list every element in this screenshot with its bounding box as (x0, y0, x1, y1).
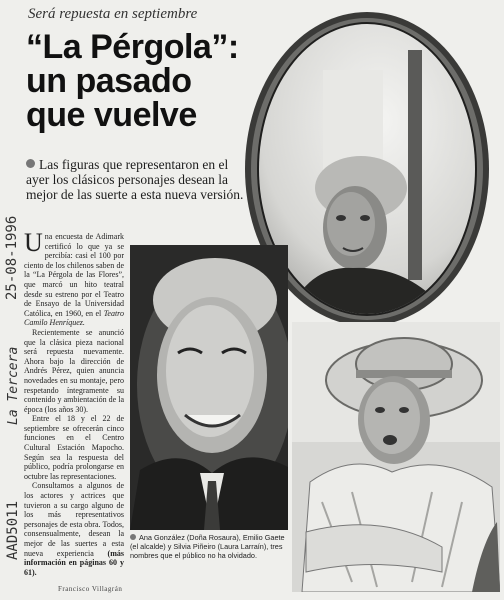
theatre-name: Teatro Camilo Henríquez. (24, 308, 124, 328)
paragraph-4: Consultamos a algunos de los actores y actrices que tuvieron a su cargo alguno de los más representativos personajes de esta obra. Todos, consensualmente, desean la mejor de las suertes a esta nueva experiencia (más información en páginas 60 y 61). (24, 481, 124, 577)
bullet-icon (130, 534, 136, 540)
portrait-photo-man (130, 245, 288, 530)
article-lead (26, 157, 244, 202)
article-kicker: Será repuesta en septiembre (28, 6, 198, 22)
photo-caption (130, 533, 290, 560)
headline-line-2: un pasado (26, 62, 192, 100)
bullet-icon (26, 159, 35, 168)
handwritten-annotations (4, 180, 44, 570)
article-headline (26, 30, 256, 132)
photographer-credit: Francisco Villagrán (58, 585, 123, 593)
paragraph-2: Recientemente se anunció que la clásica pieza nacional será repuesta nuevamente. Ahora bajo la dirección de Andrés Pérez, quien anuncia novedades en su montaje, pero respetando íntegramente su contenido y ambientación de la época (los años 30). (24, 327, 124, 414)
portrait-photo-woman-hat (292, 322, 500, 592)
page-reference: (más información en páginas 60 y 61). (24, 548, 124, 577)
caption-text: Ana González (Doña Rosaura), Emilio Gaete (el alcalde) y Silvia Piñeiro (Laura Larraín), tres nombres que el público no ha olvidado. (130, 533, 285, 560)
paragraph-3: Entre el 18 y el 22 de septiembre se ofrecerán cinco funciones en el Centro Cultural Estación Mapocho. Según sea la respuesta del público, podría prolongarse en octubre las representaciones. (24, 414, 124, 481)
handwritten-source: La Tercera (6, 346, 21, 425)
headline-line-1: “La Pérgola”: (26, 28, 239, 66)
drop-cap: U (24, 228, 43, 257)
paragraph-1: Una encuesta de Adimark certificó lo que ya se percibía: casi el 100 por ciento de los chilenos saben de la “La Pérgola de las Flores”, que marcó un hito teatral desde su estreno por el Teatro de Ensayo de la Universidad Católica, en 1960, en el Teatro Camilo Henríquez. (24, 228, 124, 328)
headline-line-3: que vuelve (26, 96, 197, 134)
lead-text: Las figuras que representaron en el ayer los clásicos personajes desean la mejor de las suerte a esta nueva versión. (26, 157, 244, 202)
handwritten-code: AAD5011 (5, 500, 21, 560)
handwritten-date: 25-08-1996 (4, 215, 20, 300)
